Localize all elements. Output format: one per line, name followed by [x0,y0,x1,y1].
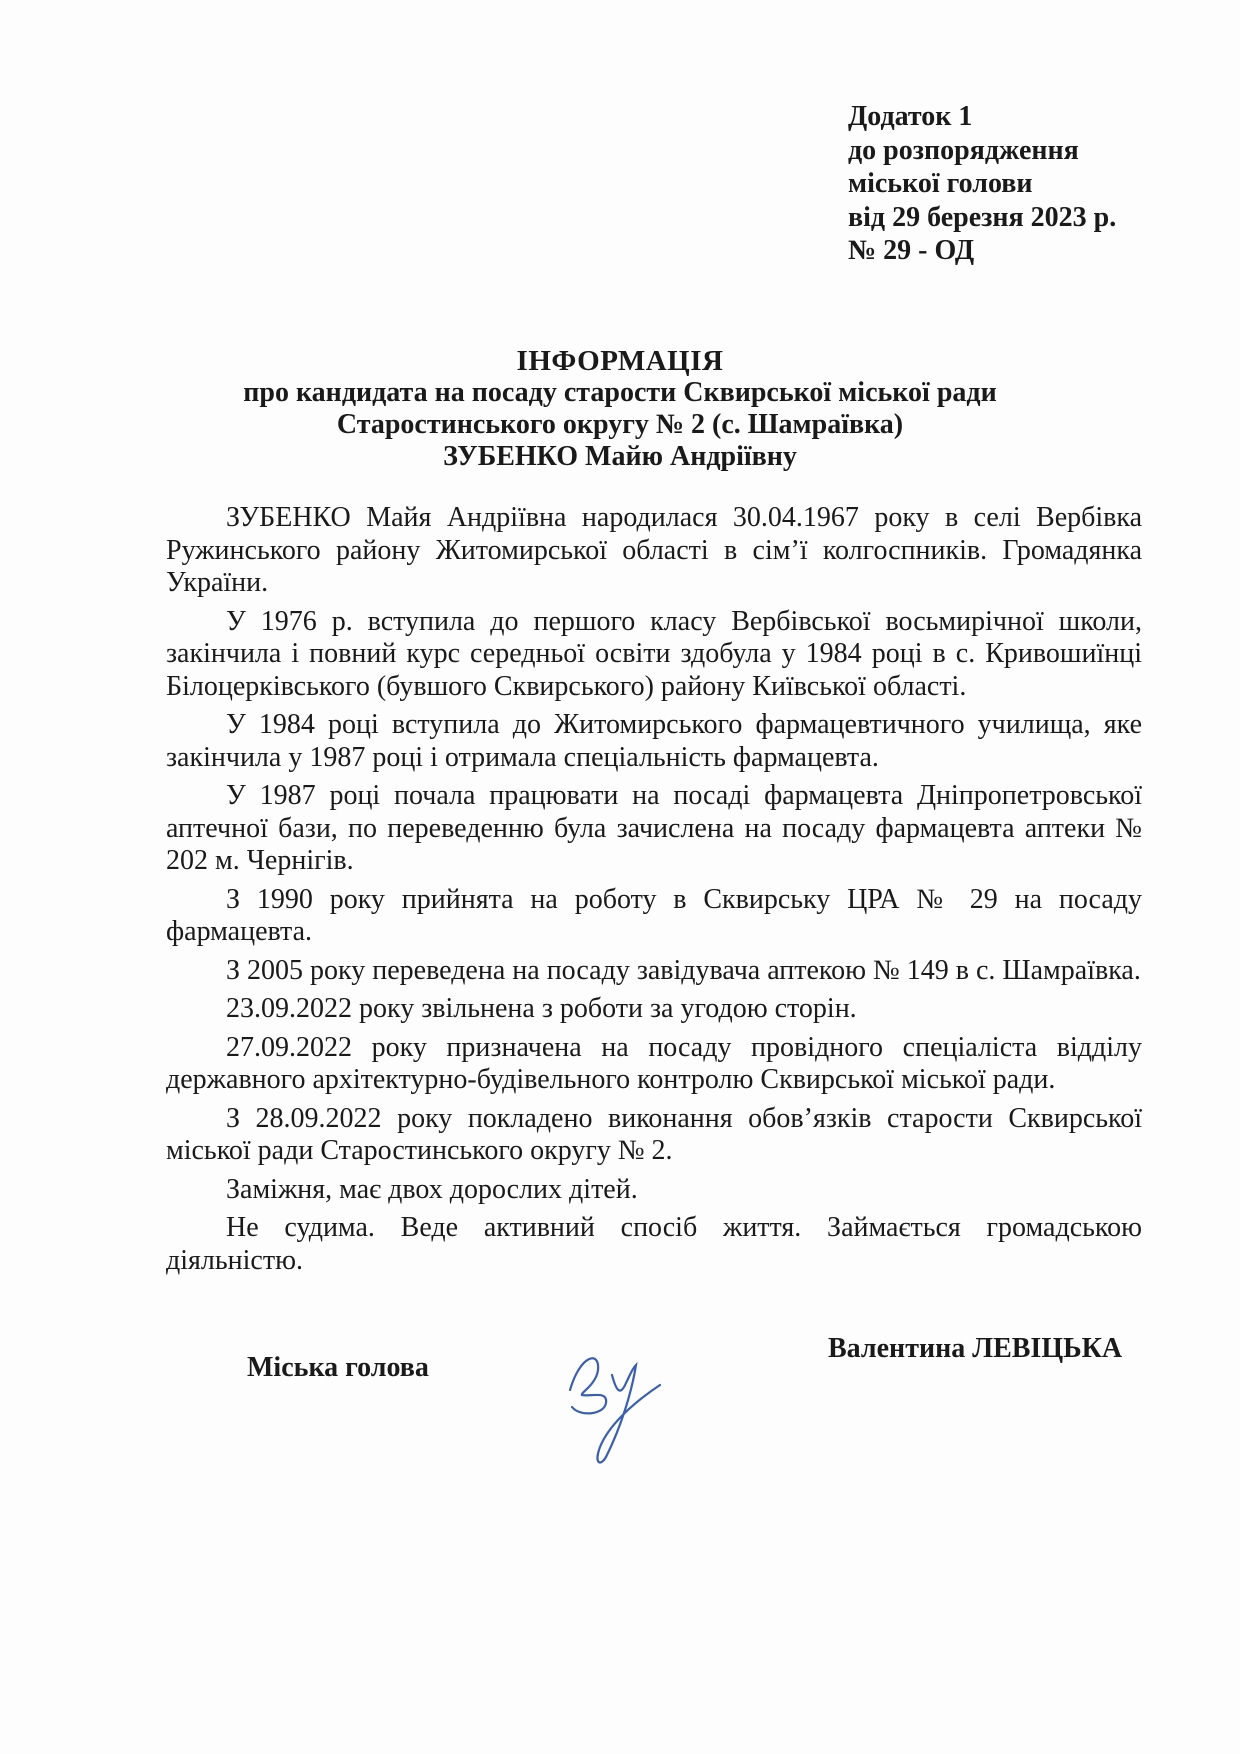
paragraph: У 1976 р. вступила до першого класу Вербівської восьмирічної школи, закінчила і повний курс середньої освіти здобула у 1984 році в с. Кривошиїнці Білоцерківського (бувшого Сквирського) району Київської області. [166,605,1142,702]
paragraph: 27.09.2022 року призначена на посаду провідного спеціаліста відділу державного архітектурно-будівельного контролю Сквирської міської ради. [166,1031,1142,1095]
paragraph: З 2005 року переведена на посаду завідувача аптекою № 149 в с. Шамраївка. [226,954,1141,986]
paragraph: З 28.09.2022 року покладено виконання обов’язків старости Сквирської міської ради Старостинського округу № 2. [166,1102,1142,1166]
paragraph: 23.09.2022 року звільнена з роботи за угодою сторін. [226,993,857,1024]
paragraph: Заміжня, має двох дорослих дітей. [226,1173,638,1205]
paragraph: У 1984 році вступила до Житомирського фармацевтичного училища, яке закінчила у 1987 році і отримала спеціальність фармацевта. [166,709,1142,773]
paragraph: Не судима. Веде активний спосіб життя. Займається громадською діяльністю. [166,1212,1142,1276]
annex-line: від 29 березня 2023 р. [848,201,1117,233]
handwritten-signature [560,1335,700,1475]
title-line: Старостинського округу № 2 (с. Шамраївка) [336,409,904,440]
annex-header [848,100,1208,268]
document-body [166,502,1142,1283]
annex-line: до розпорядження [848,134,1079,166]
title-line: ЗУБЕНКО Майю Андріївну [443,441,797,472]
paragraph: ЗУБЕНКО Майя Андріївна народилася 30.04.1967 року в селі Вербівка Ружинського району Житомирської області в сім’ї колгоспників. Громадянка України. [166,502,1142,598]
paragraph: У 1987 році почала працювати на посаді фармацевта Дніпропетровської аптечної бази, по переведенню була зачислена на посаду фармацевта аптеки № 202 м. Чернігів. [166,780,1142,876]
title-main: ІНФОРМАЦІЯ [516,345,724,377]
annex-line: міської голови [848,168,1033,199]
document-title [140,345,1100,473]
annex-line: Додаток 1 [848,101,973,132]
signatory-title: Міська голова [247,1352,429,1383]
title-line: про кандидата на посаду старости Сквирської міської ради [243,377,997,408]
signatory-name: Валентина ЛЕВІЦЬКА [828,1333,1123,1364]
paragraph: З 1990 року прийнята на роботу в Сквирську ЦРА № 29 на посаду фармацевта. [166,883,1142,947]
annex-line: № 29 - ОД [848,235,975,266]
